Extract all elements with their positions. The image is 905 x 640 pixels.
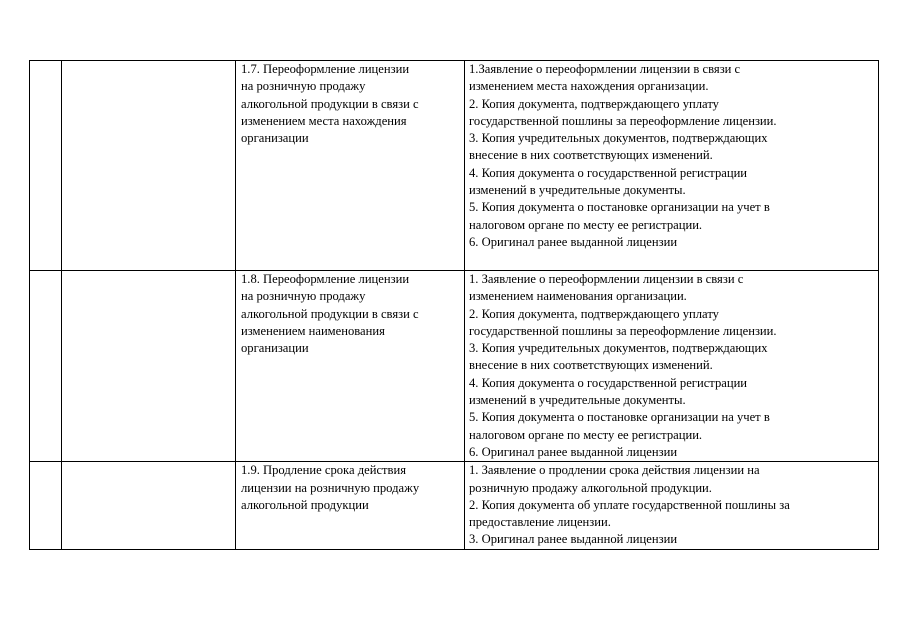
number-cell <box>30 462 62 550</box>
service-name-cell: 1.9. Продление срока действия лицензии на розничную продажу алкогольной продукции <box>236 462 465 550</box>
required-documents-cell: 1. Заявление о переоформлении лицензии в связи с изменением наименования организации. 2. Копия документа, подтверждающего уплату государственной пошлины за переоформление лицензии. 3. Копия учредительных документов, подтверждающих внесение в них соответствующих изменений. 4. Копия документа о государственной регистрации изменений в учредительные документы. 5. Копия документа о постановке организации на учет в налоговом органе по месту ее регистрации. 6. Оригинал ранее выданной лицензии <box>465 271 879 462</box>
category-cell <box>62 462 236 550</box>
table-row <box>30 61 879 271</box>
category-cell <box>62 61 236 271</box>
required-documents-cell: 1. Заявление о продлении срока действия лицензии на розничную продажу алкогольной продукции. 2. Копия документа об уплате государственной пошлины за предоставление лицензии. 3. Оригинал ранее выданной лицензии <box>465 462 879 550</box>
licensing-documents-table <box>29 60 879 550</box>
service-name-cell: 1.8. Переоформление лицензии на розничную продажу алкогольной продукции в связи с изменением наименования организации <box>236 271 465 462</box>
number-cell <box>30 61 62 271</box>
table-row <box>30 271 879 462</box>
table-row <box>30 462 879 550</box>
service-name-cell: 1.7. Переоформление лицензии на розничную продажу алкогольной продукции в связи с изменением места нахождения организации <box>236 61 465 271</box>
required-documents-cell: 1.Заявление о переоформлении лицензии в связи с изменением места нахождения организации. 2. Копия документа, подтверждающего уплату государственной пошлины за переоформление лицензии. 3. Копия учредительных документов, подтверждающих внесение в них соответствующих изменений. 4. Копия документа о государственной регистрации изменений в учредительные документы. 5. Копия документа о постановке организации на учет в налоговом органе по месту ее регистрации. 6. Оригинал ранее выданной лицензии <box>465 61 879 271</box>
category-cell <box>62 271 236 462</box>
number-cell <box>30 271 62 462</box>
